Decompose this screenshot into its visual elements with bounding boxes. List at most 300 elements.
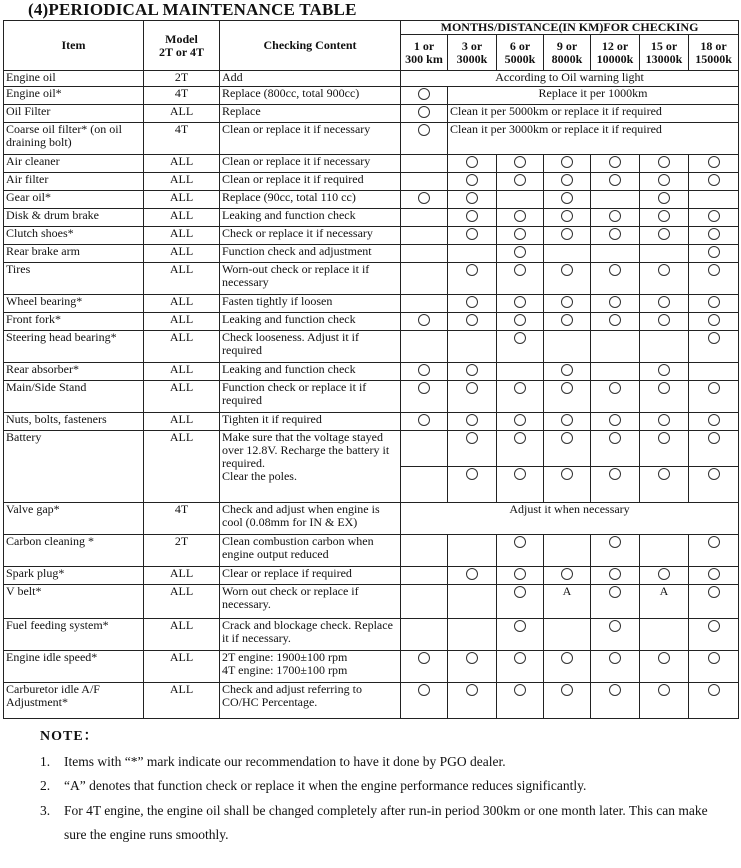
interval-cell bbox=[640, 331, 689, 363]
check-circle-icon bbox=[418, 124, 430, 136]
interval-cell bbox=[448, 683, 497, 719]
check-circle-icon bbox=[466, 264, 478, 276]
interval-cell bbox=[497, 295, 544, 313]
row-checking-content bbox=[220, 567, 401, 585]
row-checking-content bbox=[220, 71, 401, 87]
table-row bbox=[4, 191, 739, 209]
interval-cell bbox=[401, 467, 448, 503]
check-circle-icon bbox=[708, 264, 720, 276]
check-circle-icon bbox=[561, 314, 573, 326]
header-interval bbox=[497, 35, 544, 71]
interval-cell bbox=[640, 313, 689, 331]
row-content-text: Add bbox=[222, 70, 243, 84]
row-model: ALL bbox=[144, 331, 220, 363]
interval-cell bbox=[497, 191, 544, 209]
interval-cell bbox=[689, 651, 739, 683]
interval-cell bbox=[640, 413, 689, 431]
interval-cell bbox=[689, 683, 739, 719]
check-circle-icon bbox=[609, 382, 621, 394]
check-circle-icon bbox=[418, 364, 430, 376]
interval-cell bbox=[497, 263, 544, 295]
interval-cell bbox=[689, 467, 739, 503]
check-circle-icon bbox=[708, 382, 720, 394]
interval-cell bbox=[448, 535, 497, 567]
table-row bbox=[4, 295, 739, 313]
interval-cell bbox=[591, 313, 640, 331]
table-row bbox=[4, 173, 739, 191]
table-row bbox=[4, 585, 739, 619]
interval-cell bbox=[591, 227, 640, 245]
interval-cell bbox=[448, 619, 497, 651]
interval-cell bbox=[640, 363, 689, 381]
check-circle-icon bbox=[561, 468, 573, 480]
row-content-text: Replace bbox=[222, 104, 261, 118]
table-row bbox=[4, 567, 739, 585]
check-circle-icon bbox=[514, 468, 526, 480]
interval-cell bbox=[689, 313, 739, 331]
row-checking-content bbox=[220, 331, 401, 363]
check-circle-icon bbox=[418, 88, 430, 100]
table-row bbox=[4, 227, 739, 245]
interval-cell bbox=[497, 209, 544, 227]
interval-cell bbox=[497, 535, 544, 567]
interval-cell bbox=[401, 619, 448, 651]
interval-cell bbox=[689, 619, 739, 651]
interval-cell bbox=[689, 363, 739, 381]
check-circle-icon bbox=[609, 210, 621, 222]
maintenance-table bbox=[3, 20, 739, 719]
check-circle-icon bbox=[609, 432, 621, 444]
interval-cell bbox=[591, 619, 640, 651]
interval-cell bbox=[497, 363, 544, 381]
table-row bbox=[4, 87, 739, 105]
check-circle-icon bbox=[658, 414, 670, 426]
check-circle-icon bbox=[658, 364, 670, 376]
interval-cell bbox=[591, 245, 640, 263]
interval-cell bbox=[591, 431, 640, 467]
check-circle-icon bbox=[708, 210, 720, 222]
row-model: ALL bbox=[144, 155, 220, 173]
row-checking-content bbox=[220, 503, 401, 535]
row-model: ALL bbox=[144, 651, 220, 683]
interval-cell bbox=[497, 227, 544, 245]
interval-cell bbox=[497, 413, 544, 431]
row-model: 4T bbox=[144, 503, 220, 535]
interval-cell bbox=[591, 155, 640, 173]
interval-cell bbox=[591, 363, 640, 381]
interval-cell bbox=[689, 567, 739, 585]
check-circle-icon bbox=[609, 228, 621, 240]
row-item: Carburetor idle A/F Adjustment* bbox=[4, 683, 144, 719]
row-item: Main/Side Stand bbox=[4, 381, 144, 413]
interval-cell bbox=[497, 155, 544, 173]
header-interval-line1: 9 or bbox=[556, 38, 578, 53]
interval-cell bbox=[401, 331, 448, 363]
table-row bbox=[4, 683, 739, 719]
row-checking-content bbox=[220, 227, 401, 245]
check-circle-icon bbox=[708, 414, 720, 426]
check-circle-icon bbox=[609, 684, 621, 696]
header-interval-line2: 3000k bbox=[456, 51, 488, 66]
check-circle-icon bbox=[514, 156, 526, 168]
check-circle-icon bbox=[418, 684, 430, 696]
interval-cell bbox=[497, 173, 544, 191]
check-circle-icon bbox=[514, 332, 526, 344]
interval-cell bbox=[689, 209, 739, 227]
check-circle-icon bbox=[658, 382, 670, 394]
interval-cell bbox=[544, 191, 591, 209]
row-interval-span: Adjust it when necessary bbox=[401, 503, 739, 535]
row-item: Engine oil* bbox=[4, 87, 144, 105]
interval-cell bbox=[401, 363, 448, 381]
row-model: ALL bbox=[144, 245, 220, 263]
row-interval-span: Replace it per 1000km bbox=[448, 87, 739, 105]
row-content-text: Clean combustion carbon when engine output reduced bbox=[222, 534, 374, 561]
row-content-text: Check looseness. Adjust it if required bbox=[222, 330, 359, 357]
check-circle-icon bbox=[418, 382, 430, 394]
row-checking-content bbox=[220, 191, 401, 209]
interval-cell bbox=[448, 209, 497, 227]
interval-cell bbox=[401, 651, 448, 683]
row-model: ALL bbox=[144, 585, 220, 619]
check-circle-icon bbox=[514, 432, 526, 444]
check-circle-icon bbox=[418, 314, 430, 326]
table-row bbox=[4, 413, 739, 431]
table-row bbox=[4, 535, 739, 567]
row-model: ALL bbox=[144, 209, 220, 227]
header-interval-line2: 10000k bbox=[596, 51, 634, 66]
check-circle-icon bbox=[561, 192, 573, 204]
check-circle-icon bbox=[466, 192, 478, 204]
interval-cell bbox=[497, 567, 544, 585]
check-circle-icon bbox=[561, 684, 573, 696]
check-circle-icon bbox=[708, 536, 720, 548]
row-checking-content bbox=[220, 263, 401, 295]
interval-cell bbox=[401, 585, 448, 619]
check-circle-icon bbox=[514, 684, 526, 696]
check-circle-icon bbox=[514, 620, 526, 632]
a-mark: A bbox=[659, 584, 669, 598]
check-circle-icon bbox=[466, 228, 478, 240]
interval-cell bbox=[591, 683, 640, 719]
row-content-text: Crack and blockage check. Replace it if necessary. bbox=[222, 618, 393, 645]
interval-cell bbox=[448, 363, 497, 381]
check-circle-icon bbox=[561, 156, 573, 168]
check-circle-icon bbox=[514, 210, 526, 222]
interval-cell bbox=[640, 535, 689, 567]
row-item: Carbon cleaning * bbox=[4, 535, 144, 567]
interval-cell bbox=[544, 567, 591, 585]
row-item: Engine idle speed* bbox=[4, 651, 144, 683]
row-item: Rear absorber* bbox=[4, 363, 144, 381]
table-row bbox=[4, 503, 739, 535]
check-circle-icon bbox=[418, 192, 430, 204]
check-circle-icon bbox=[609, 156, 621, 168]
row-item: Fuel feeding system* bbox=[4, 619, 144, 651]
check-circle-icon bbox=[658, 684, 670, 696]
interval-cell bbox=[544, 413, 591, 431]
interval-cell bbox=[640, 245, 689, 263]
note-number: 1. bbox=[40, 753, 51, 769]
interval-cell bbox=[544, 227, 591, 245]
notes-title: NOTE： bbox=[40, 729, 99, 744]
interval-cell bbox=[640, 567, 689, 585]
row-checking-content bbox=[220, 173, 401, 191]
header-interval-line2: 300 km bbox=[405, 51, 443, 66]
check-circle-icon bbox=[609, 620, 621, 632]
header-interval-line2: 5000k bbox=[504, 51, 536, 66]
table-row bbox=[4, 155, 739, 173]
check-circle-icon bbox=[658, 432, 670, 444]
row-checking-content bbox=[220, 363, 401, 381]
check-circle-icon bbox=[609, 174, 621, 186]
row-content-text: Replace (90cc, total 110 cc) bbox=[222, 190, 356, 204]
interval-cell bbox=[401, 105, 448, 123]
header-interval bbox=[448, 35, 497, 71]
interval-cell bbox=[591, 585, 640, 619]
check-circle-icon bbox=[514, 586, 526, 598]
table-row bbox=[4, 651, 739, 683]
check-circle-icon bbox=[466, 364, 478, 376]
check-circle-icon bbox=[561, 414, 573, 426]
interval-cell bbox=[401, 535, 448, 567]
interval-cell bbox=[591, 567, 640, 585]
check-circle-icon bbox=[708, 246, 720, 258]
interval-cell bbox=[689, 331, 739, 363]
interval-cell bbox=[401, 87, 448, 105]
interval-cell bbox=[544, 263, 591, 295]
check-circle-icon bbox=[658, 174, 670, 186]
check-circle-icon bbox=[658, 192, 670, 204]
interval-cell bbox=[401, 227, 448, 245]
header-interval-line1: 12 or bbox=[601, 38, 629, 53]
interval-cell bbox=[544, 619, 591, 651]
interval-cell bbox=[497, 467, 544, 503]
row-content-text: Function check or replace it if required bbox=[222, 380, 367, 407]
row-content-text: Check or replace it if necessary bbox=[222, 226, 373, 240]
interval-cell bbox=[640, 381, 689, 413]
check-circle-icon bbox=[466, 210, 478, 222]
row-interval-span: According to Oil warning light bbox=[401, 71, 739, 87]
interval-cell bbox=[448, 245, 497, 263]
interval-cell bbox=[640, 619, 689, 651]
row-content-text: Replace (800cc, total 900cc) bbox=[222, 86, 360, 100]
check-circle-icon bbox=[514, 174, 526, 186]
interval-cell bbox=[401, 313, 448, 331]
header-interval-line2: 15000k bbox=[695, 51, 732, 66]
interval-cell bbox=[689, 191, 739, 209]
row-checking-content bbox=[220, 535, 401, 567]
header-interval-line2: 13000k bbox=[645, 51, 683, 66]
interval-cell bbox=[544, 331, 591, 363]
interval-cell bbox=[640, 585, 689, 619]
row-model: ALL bbox=[144, 431, 220, 503]
check-circle-icon bbox=[418, 414, 430, 426]
check-circle-icon bbox=[561, 228, 573, 240]
check-circle-icon bbox=[466, 174, 478, 186]
row-content-text: Clean or replace it if necessary bbox=[222, 122, 371, 136]
interval-cell bbox=[544, 295, 591, 313]
check-circle-icon bbox=[609, 314, 621, 326]
check-circle-icon bbox=[609, 568, 621, 580]
note-number: 2. bbox=[40, 778, 51, 793]
interval-cell bbox=[497, 331, 544, 363]
check-circle-icon bbox=[466, 568, 478, 580]
row-item: Nuts, bolts, fasteners bbox=[4, 413, 144, 431]
check-circle-icon bbox=[708, 332, 720, 344]
interval-cell bbox=[448, 155, 497, 173]
check-circle-icon bbox=[561, 652, 573, 664]
check-circle-icon bbox=[658, 264, 670, 276]
table-row bbox=[4, 123, 739, 155]
check-circle-icon bbox=[708, 586, 720, 598]
interval-cell bbox=[689, 245, 739, 263]
row-content-text: Clean or replace it if required bbox=[222, 172, 364, 186]
row-model: 4T bbox=[144, 87, 220, 105]
note-number: 3. bbox=[40, 802, 51, 818]
header-interval bbox=[544, 35, 591, 71]
row-model: ALL bbox=[144, 313, 220, 331]
check-circle-icon bbox=[609, 468, 621, 480]
interval-cell bbox=[640, 467, 689, 503]
row-item: Gear oil* bbox=[4, 191, 144, 209]
check-circle-icon bbox=[609, 296, 621, 308]
interval-cell bbox=[544, 209, 591, 227]
row-content-text: Leaking and function check bbox=[222, 362, 356, 376]
note-item bbox=[40, 774, 730, 799]
check-circle-icon bbox=[708, 620, 720, 632]
interval-cell bbox=[401, 155, 448, 173]
interval-cell bbox=[497, 313, 544, 331]
interval-cell bbox=[544, 585, 591, 619]
interval-cell bbox=[591, 295, 640, 313]
interval-cell bbox=[640, 651, 689, 683]
check-circle-icon bbox=[418, 652, 430, 664]
interval-cell bbox=[689, 263, 739, 295]
row-content-text-2: Clear the poles. bbox=[222, 469, 297, 483]
row-model: 2T bbox=[144, 71, 220, 87]
check-circle-icon bbox=[514, 296, 526, 308]
table-row bbox=[4, 381, 739, 413]
check-circle-icon bbox=[561, 264, 573, 276]
row-model: ALL bbox=[144, 567, 220, 585]
header-interval-line1: 15 or bbox=[650, 38, 678, 53]
header-interval-group: MONTHS/DISTANCE(IN KM)FOR CHECKING bbox=[401, 21, 739, 35]
row-model: ALL bbox=[144, 105, 220, 123]
interval-cell bbox=[689, 155, 739, 173]
row-content-text: Clear or replace if required bbox=[222, 566, 352, 580]
check-circle-icon bbox=[708, 314, 720, 326]
check-circle-icon bbox=[658, 228, 670, 240]
interval-cell bbox=[640, 209, 689, 227]
row-content-text: Function check and adjustment bbox=[222, 244, 372, 258]
check-circle-icon bbox=[561, 364, 573, 376]
check-circle-icon bbox=[514, 568, 526, 580]
check-circle-icon bbox=[561, 432, 573, 444]
row-item: Air filter bbox=[4, 173, 144, 191]
interval-cell bbox=[401, 263, 448, 295]
interval-cell bbox=[544, 245, 591, 263]
interval-cell bbox=[591, 173, 640, 191]
row-content-text: Check and adjust when engine is cool (0.08mm for IN & EX) bbox=[222, 502, 380, 529]
header-item: Item bbox=[4, 21, 144, 71]
header-interval-line1: 3 or bbox=[461, 38, 483, 53]
interval-cell bbox=[689, 585, 739, 619]
row-model: ALL bbox=[144, 413, 220, 431]
interval-cell bbox=[689, 227, 739, 245]
interval-cell bbox=[544, 467, 591, 503]
interval-cell bbox=[497, 651, 544, 683]
row-checking-content bbox=[220, 431, 401, 503]
header-model bbox=[144, 21, 220, 71]
row-model: ALL bbox=[144, 683, 220, 719]
page-title: (4)PERIODICAL MAINTENANCE TABLE bbox=[28, 0, 357, 19]
check-circle-icon bbox=[609, 536, 621, 548]
interval-cell bbox=[640, 263, 689, 295]
header-interval bbox=[591, 35, 640, 71]
interval-cell bbox=[448, 585, 497, 619]
check-circle-icon bbox=[708, 652, 720, 664]
interval-cell bbox=[591, 651, 640, 683]
interval-cell bbox=[401, 567, 448, 585]
note-item bbox=[40, 799, 730, 848]
check-circle-icon bbox=[708, 468, 720, 480]
check-circle-icon bbox=[561, 174, 573, 186]
interval-cell bbox=[448, 295, 497, 313]
row-checking-content bbox=[220, 683, 401, 719]
note-text: Items with “*” mark indicate our recommendation to have it done by PGO dealer. bbox=[64, 753, 506, 769]
interval-cell bbox=[448, 431, 497, 467]
interval-cell bbox=[401, 381, 448, 413]
check-circle-icon bbox=[466, 156, 478, 168]
interval-cell bbox=[640, 191, 689, 209]
check-circle-icon bbox=[466, 382, 478, 394]
row-checking-content bbox=[220, 619, 401, 651]
check-circle-icon bbox=[466, 414, 478, 426]
interval-cell bbox=[401, 191, 448, 209]
interval-cell bbox=[591, 413, 640, 431]
header-checking-content: Checking Content bbox=[220, 21, 401, 71]
table-row bbox=[4, 209, 739, 227]
interval-cell bbox=[591, 331, 640, 363]
row-model: ALL bbox=[144, 295, 220, 313]
row-content-text: Clean or replace it if necessary bbox=[222, 154, 371, 168]
check-circle-icon bbox=[466, 432, 478, 444]
check-circle-icon bbox=[609, 652, 621, 664]
interval-cell bbox=[640, 683, 689, 719]
check-circle-icon bbox=[466, 314, 478, 326]
row-checking-content bbox=[220, 87, 401, 105]
header-interval bbox=[689, 35, 739, 71]
row-checking-content bbox=[220, 105, 401, 123]
interval-cell bbox=[544, 431, 591, 467]
check-circle-icon bbox=[466, 652, 478, 664]
interval-cell bbox=[544, 535, 591, 567]
interval-cell bbox=[689, 381, 739, 413]
check-circle-icon bbox=[561, 210, 573, 222]
interval-cell bbox=[544, 173, 591, 191]
check-circle-icon bbox=[514, 652, 526, 664]
interval-cell bbox=[640, 155, 689, 173]
interval-cell bbox=[591, 209, 640, 227]
row-item: Rear brake arm bbox=[4, 245, 144, 263]
row-item: Oil Filter bbox=[4, 105, 144, 123]
row-content-text: Fasten tightly if loosen bbox=[222, 294, 333, 308]
row-item: Disk & drum brake bbox=[4, 209, 144, 227]
interval-cell bbox=[689, 413, 739, 431]
header-model-line2: 2T or 4T bbox=[159, 44, 204, 59]
row-item: Wheel bearing* bbox=[4, 295, 144, 313]
